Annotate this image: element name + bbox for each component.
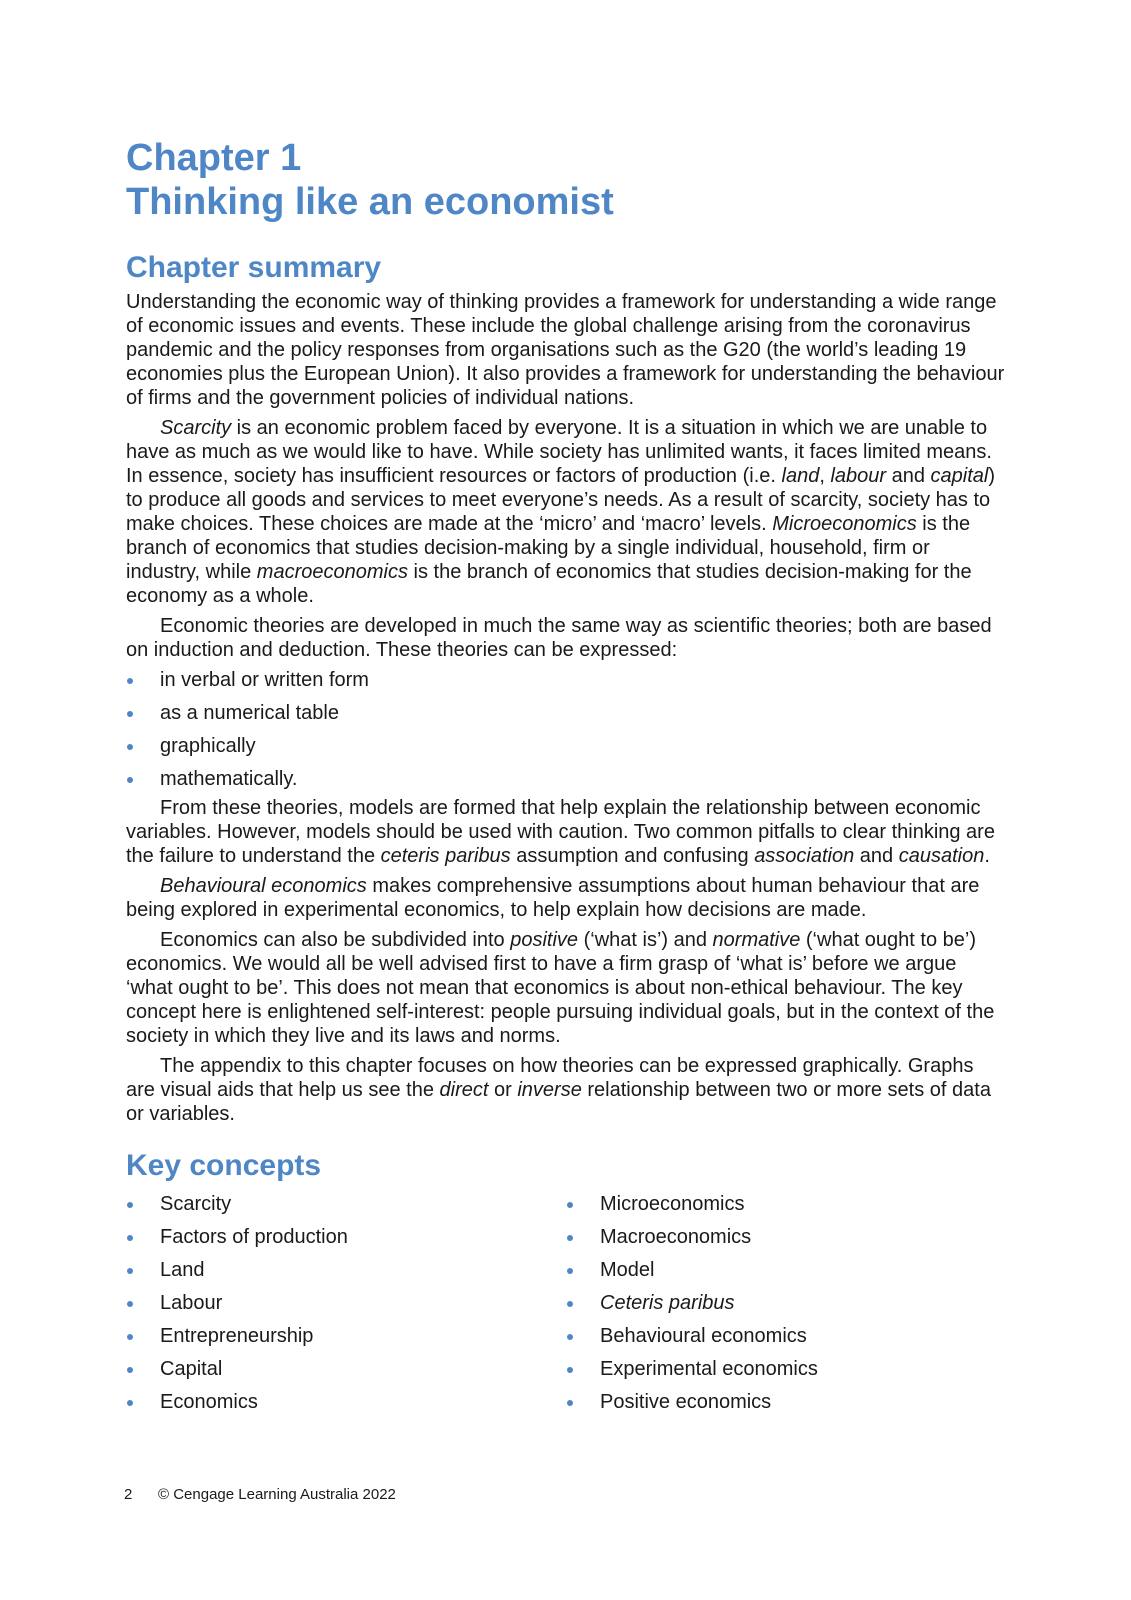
term-inverse: inverse — [517, 1079, 582, 1101]
term-normative: normative — [712, 929, 801, 951]
list-item: Behavioural economics — [566, 1324, 1006, 1348]
list-item: Land — [126, 1258, 566, 1282]
term-capital: capital — [930, 465, 989, 487]
text-run: From these theories, models are formed that help explain the relationship between economic variables. However, models should be used with caution. Two common pitfalls to clear thinking are the failure to understand the — [126, 797, 995, 867]
summary-paragraph-5 — [126, 874, 1006, 922]
chapter-summary-heading: Chapter summary — [126, 251, 382, 284]
list-item: as a numerical table — [126, 701, 1006, 725]
summary-paragraph-6 — [126, 928, 1006, 1048]
term-positive: positive — [510, 929, 579, 951]
key-concepts-columns — [126, 1192, 1006, 1427]
term-scarcity: Scarcity — [160, 417, 232, 439]
term-labour: labour — [830, 465, 887, 487]
summary-paragraph-2 — [126, 416, 1006, 608]
text-run: or — [488, 1079, 518, 1101]
text-run: . — [984, 845, 990, 867]
summary-paragraph-1: Understanding the economic way of thinking provides a framework for understanding a wide range of economic issues and events. These include the global challenge arising from the coronavirus pandemic and the policy responses from organisations such as the G20 (the world’s leading 19 economies plus the European Union). It also provides a framework for understanding the behaviour of firms and the government policies of individual nations. — [126, 291, 1005, 409]
summary-paragraph-4 — [126, 796, 1006, 868]
text-run: The appendix to this chapter focuses on how theories can be expressed graphically. Graphs are visual aids that help us see the — [126, 1055, 974, 1101]
list-item: Factors of production — [126, 1225, 566, 1249]
term-behavioural-economics: Behavioural economics — [160, 875, 367, 897]
list-item: Labour — [126, 1291, 566, 1315]
list-item: Scarcity — [126, 1192, 566, 1216]
key-concepts-left-list — [126, 1192, 566, 1423]
term-causation: causation — [898, 845, 985, 867]
list-item: Economics — [126, 1390, 566, 1414]
text-run: assumption and confusing — [510, 845, 755, 867]
chapter-number: Chapter 1 — [126, 137, 302, 179]
list-item: graphically — [126, 734, 1006, 758]
summary-paragraph-7 — [126, 1054, 1006, 1126]
term-ceteris-paribus: ceteris paribus — [380, 845, 511, 867]
page-number: 2 — [124, 1486, 133, 1503]
chapter-title: Thinking like an economist — [126, 181, 614, 223]
text-run: and — [886, 465, 931, 487]
term-land: land — [781, 465, 820, 487]
text-run: Economics can also be subdivided into — [160, 929, 511, 951]
page-content — [126, 136, 1006, 1427]
text-run: is the branch of economics that studies decision-making by a single individual, household, firm or industry, while — [126, 513, 971, 583]
text-run: relationship between two or more sets of data or variables. — [126, 1079, 991, 1125]
list-item: Model — [566, 1258, 1006, 1282]
text-run: makes comprehensive assumptions about human behaviour that are being explored in experimental economics, to help explain how decisions are made. — [126, 875, 980, 921]
page-footer — [124, 1486, 396, 1504]
list-item: Experimental economics — [566, 1357, 1006, 1381]
text-run: (‘what ought to be’) economics. We would all be well advised first to have a firm grasp of ‘what is’ before we argue ‘what ought to be’. This does not mean that economics is about non-ethical behaviour. The key concept here is enlightened self-interest: people pursuing individual goals, but in the context of the society in which they live and its laws and norms. — [126, 929, 995, 1047]
list-item: in verbal or written form — [126, 668, 1006, 692]
list-item — [566, 1291, 1006, 1315]
text-run: , — [819, 465, 831, 487]
term-macroeconomics: macroeconomics — [256, 561, 408, 583]
text-run: is an economic problem faced by everyone. It is a situation in which we are unable to have as much as we would like to have. While society has unlimited wants, it faces limited means. In essence, society has insufficient resources or factors of production (i.e. — [126, 417, 992, 487]
key-concepts-right-list — [566, 1192, 1006, 1423]
theory-forms-list — [126, 668, 1006, 791]
text-run: and — [854, 845, 899, 867]
list-item: Entrepreneurship — [126, 1324, 566, 1348]
summary-paragraph-3: Economic theories are developed in much the same way as scientific theories; both are based on induction and deduction. These theories can be expressed: — [126, 615, 992, 661]
term-microeconomics: Microeconomics — [772, 513, 917, 535]
term-direct: direct — [439, 1079, 489, 1101]
list-item: Capital — [126, 1357, 566, 1381]
list-item: Microeconomics — [566, 1192, 1006, 1216]
chapter-heading — [126, 136, 1006, 224]
copyright-notice: © Cengage Learning Australia 2022 — [158, 1486, 396, 1503]
text-run: ) to produce all goods and services to meet everyone’s needs. As a result of scarcity, society has to make choices. These choices are made at the ‘micro’ and ‘macro’ levels. — [126, 465, 996, 535]
list-item: Macroeconomics — [566, 1225, 1006, 1249]
key-concepts-heading: Key concepts — [126, 1149, 322, 1182]
term-association: association — [754, 845, 855, 867]
term-ceteris-paribus: Ceteris paribus — [600, 1292, 735, 1314]
list-item: mathematically. — [126, 767, 1006, 791]
list-item: Positive economics — [566, 1390, 1006, 1414]
text-run: (‘what is’) and — [578, 929, 713, 951]
text-run: is the branch of economics that studies decision-making for the economy as a whole. — [126, 561, 972, 607]
